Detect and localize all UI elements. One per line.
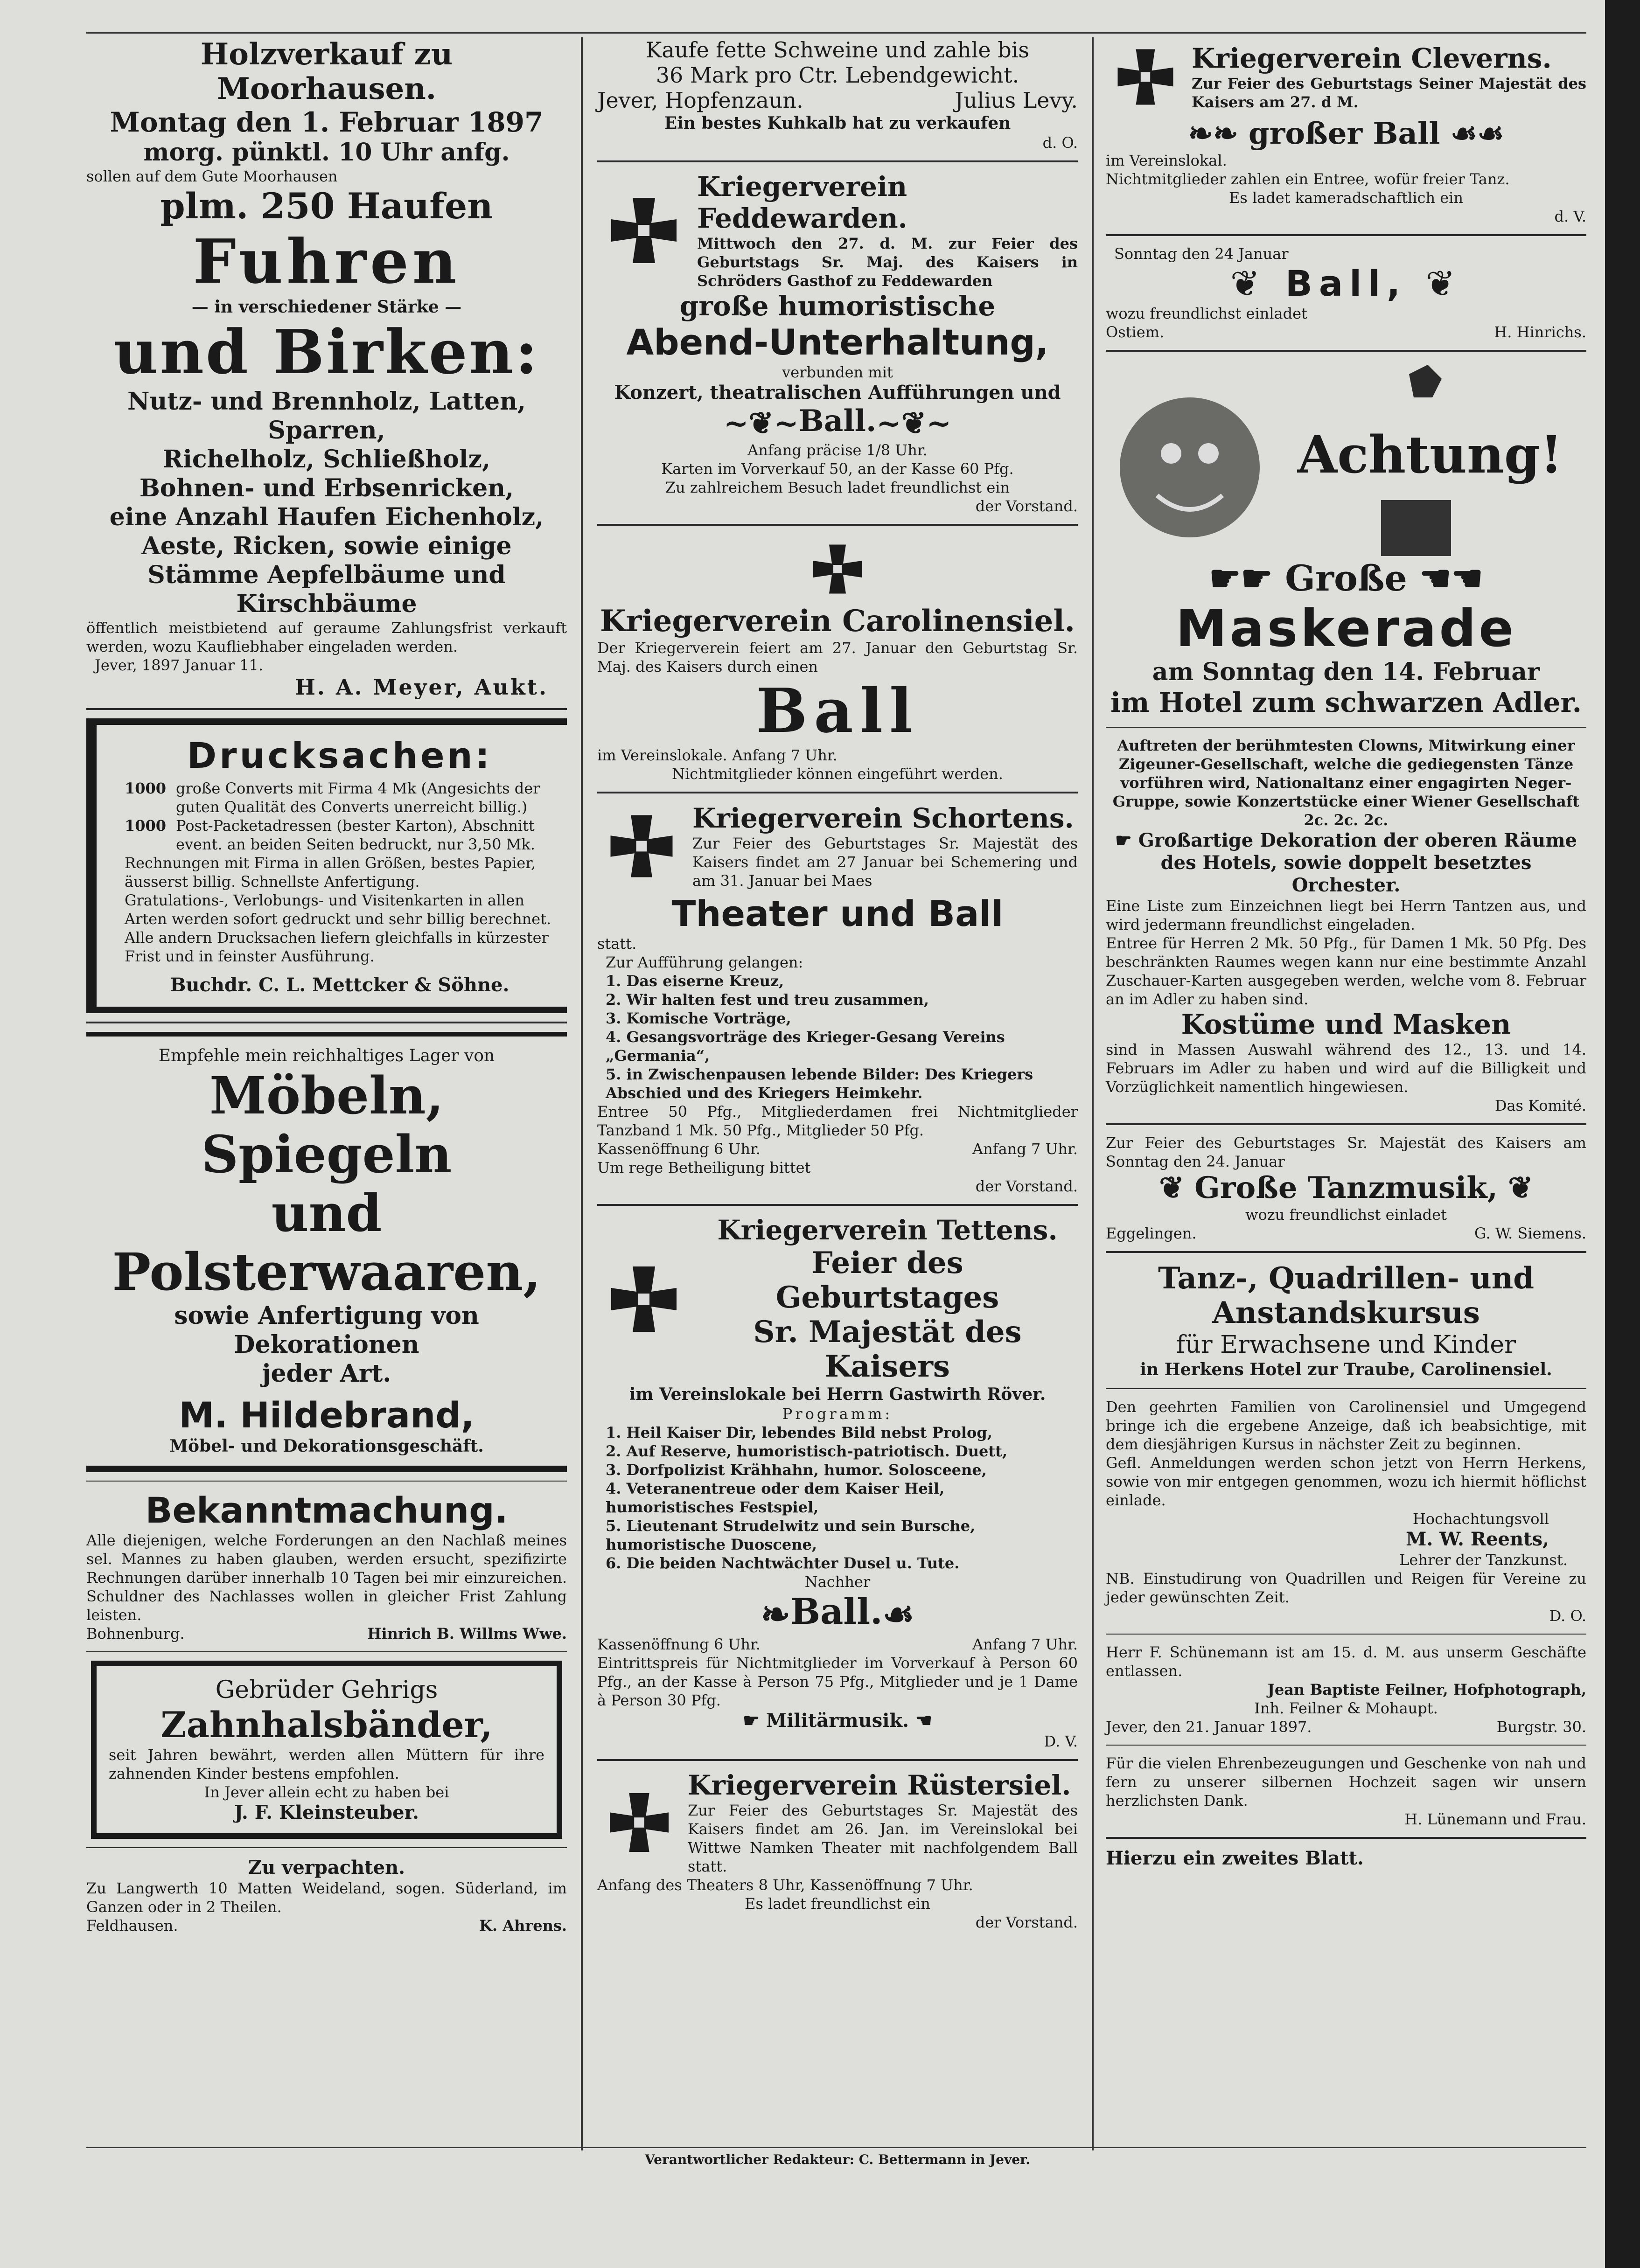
ad-tanzkursus xyxy=(1106,1261,1586,1625)
carol-line-1: im Vereinslokale. Anfang 7 Uhr. xyxy=(597,746,837,764)
clev-ball xyxy=(1106,117,1586,151)
holz-line-1: Nutz- und Brennholz, Latten, Sparren, xyxy=(127,387,526,445)
fedd-line-1: große humoristische xyxy=(679,290,996,322)
ad-danksagung xyxy=(1106,1754,1586,1829)
ad-cleverns xyxy=(1106,37,1586,226)
clev-body: Zur Feier des Geburtstags Seiner Majestät des Kaisers am 27. d M. xyxy=(1192,75,1586,111)
mask-para-5: sind in Massen Auswahl während des 12., 13. und 14. Februars im Adler zu haben und wird auf die Billigkeit und Vorzüglichkeit namentlich hingewiesen. xyxy=(1106,1041,1586,1096)
tett-sign: D. V. xyxy=(1044,1732,1078,1750)
tett-ball-text: Ball. xyxy=(790,1590,883,1632)
moebel-intro: Empfehle mein reichhaltiges Lager von xyxy=(158,1046,495,1065)
top-rule xyxy=(86,32,1586,34)
divider xyxy=(1106,1388,1586,1389)
fedd-line-4: Konzert, theatralischen Aufführungen und xyxy=(614,382,1061,404)
tanz-footer xyxy=(1106,1224,1586,1243)
bekannt-place: Bohnenburg. xyxy=(86,1625,185,1642)
dancers-icon xyxy=(1381,500,1451,556)
mask-para-2-text: Großartige Dekoration der oberen Räume des Hotels, sowie doppelt besetztes Orchester. xyxy=(1138,829,1577,896)
dank-body: Für die vielen Ehrenbezeugungen und Geschenke von nah und fern zu unserer silbernen Hochzeit sagen wir unsern herzlichsten Dank. xyxy=(1106,1754,1586,1809)
holz-line-3: Bohnen- und Erbsenricken, xyxy=(139,474,514,502)
tanz-line-1: wozu freundlichst einladet xyxy=(1245,1206,1447,1224)
holz-qty: plm. 250 Haufen xyxy=(160,185,493,227)
iron-cross-icon xyxy=(597,802,686,891)
schort-fee: Entree 50 Pfg., Mitgliederdamen frei Nichtmitglieder Tanzband 1 Mk. 50 Pfg., Mitglieder 50 Pfg. xyxy=(597,1102,1078,1139)
kurs-nb: NB. Einstudirung von Quadrillen und Reigen für Vereine zu jeder gewünschten Zeit. xyxy=(1106,1570,1586,1606)
schort-header xyxy=(597,802,1078,891)
holz-line-2: Richelholz, Schließholz, xyxy=(162,445,491,473)
druck-item-1-qty: 1000 xyxy=(125,779,167,797)
tett-mil xyxy=(597,1710,1078,1732)
schoene-addr: Burgstr. 30. xyxy=(1496,1718,1586,1736)
mask-date: am Sonntag den 14. Februar xyxy=(1152,658,1540,686)
schwein-line-3 xyxy=(597,88,1078,113)
druck-item-4: Gratulations-, Verlobungs- und Visitenkarten in allen Arten werden sofort gedruckt und sehr billig berechnet. xyxy=(125,891,551,928)
schwein-name: Julius Levy. xyxy=(955,88,1078,113)
kurs-body-2: Gefl. Anmeldungen werden schon jetzt von Herrn Herkens, sowie von mir entgegen genommen, wozu ich hiermit höflichst einlade. xyxy=(1106,1454,1586,1509)
iron-cross-icon xyxy=(597,1781,681,1864)
schoene-body: Herr F. Schünemann ist am 15. d. M. aus unserm Geschäfte entlassen. xyxy=(1106,1643,1586,1680)
ad-bekanntmachung xyxy=(86,1490,567,1643)
ostiem-ball xyxy=(1106,263,1586,304)
schort-start: Anfang 7 Uhr. xyxy=(972,1140,1078,1158)
clev-line-2: Nichtmitglieder zahlen ein Entree, wofür freier Tanz. xyxy=(1106,170,1510,188)
divider xyxy=(86,1481,567,1482)
flourish-left-icon: ~❦~ xyxy=(723,405,799,441)
divider xyxy=(597,160,1078,162)
ad-carolinensiel xyxy=(597,534,1078,783)
schwein-sign: d. O. xyxy=(1042,134,1078,152)
divider xyxy=(597,524,1078,526)
divider xyxy=(1106,350,1586,352)
ad-verpachten xyxy=(86,1857,567,1935)
pacht-body: Zu Langwerth 10 Matten Weideland, sogen. Süderland, im Ganzen oder in 2 Theilen. xyxy=(86,1879,567,1916)
column-rule-left xyxy=(581,37,583,2150)
bekannt-title: Bekanntmachung. xyxy=(145,1489,508,1531)
kurs-body: Den geehrten Familien von Carolinensiel und Umgegend bringe ich die ergebene Anzeige, daß ich beabsichtige, mit dem diesjährigen Kursus in nächster Zeit zu beginnen. xyxy=(1106,1398,1586,1453)
clev-sign: d. V. xyxy=(1554,208,1586,225)
flourish-right-icon: ❦ xyxy=(1407,263,1462,304)
holz-line-7: Kirschbäume xyxy=(236,590,417,618)
druck-item-2-qty: 1000 xyxy=(125,817,167,835)
zahn-title-1: Gebrüder Gehrigs xyxy=(215,1676,438,1704)
flourish-right-icon: ☙☙ xyxy=(1440,116,1504,151)
ostiem-place: Ostiem. xyxy=(1106,323,1165,341)
ruest-header xyxy=(597,1769,1078,1876)
ad-maskerade xyxy=(1106,360,1586,1115)
carol-title: Kriegerverein Carolinensiel. xyxy=(600,603,1075,639)
kurs-sign: D. O. xyxy=(1549,1607,1586,1625)
carol-body: Der Kriegerverein feiert am 27. Januar den Geburtstag Sr. Maj. des Kaisers durch einen xyxy=(597,639,1078,675)
moebel-line-3: sowie Anfertigung von Dekorationen xyxy=(174,1301,479,1359)
pacht-sign: K. Ahrens. xyxy=(479,1917,567,1934)
zahn-body: seit Jahren bewährt, werden allen Müttern für ihre zahnenden Kinder bestens empfohlen. xyxy=(109,1746,544,1782)
fedd-header xyxy=(597,171,1078,290)
ruest-line-2: Es ladet freundlichst ein xyxy=(745,1894,930,1913)
schwein-line-4: Ein bestes Kuhkalb hat zu verkaufen xyxy=(664,113,1011,133)
schort-statt: statt. xyxy=(597,934,637,953)
mask-para-2 xyxy=(1106,829,1586,897)
druck-sign: Buchdr. C. L. Mettcker & Söhne. xyxy=(170,974,509,996)
mask-sign: Das Komité. xyxy=(1494,1097,1586,1114)
moebel-title-2: und Polsterwaaren, xyxy=(112,1183,541,1302)
divider xyxy=(1106,1745,1586,1746)
schort-intro: Zur Aufführung gelangen: xyxy=(606,953,803,971)
zahn-title-2: Zahnhalsbänder, xyxy=(161,1704,493,1746)
hand-pointer-icon: ☛ xyxy=(743,1709,766,1732)
kurs-name: M. W. Reents, xyxy=(1406,1528,1549,1550)
tanz-body: Zur Feier des Geburtstages Sr. Majestät des Kaisers am Sonntag den 24. Januar xyxy=(1106,1134,1586,1170)
holz-date: Montag den 1. Februar 1897 xyxy=(110,106,544,138)
holz-body: öffentlich meistbietend auf geraume Zahlungsfrist verkauft werden, wozu Kaufliebhaber eingeladen werden. xyxy=(86,619,567,655)
fedd-ball-text: Ball. xyxy=(798,404,877,438)
schort-open: Kassenöffnung 6 Uhr. xyxy=(597,1140,761,1158)
divider xyxy=(1106,1837,1586,1839)
schort-title: Kriegerverein Schortens. xyxy=(692,802,1074,834)
holz-time: morg. pünktl. 10 Uhr anfg. xyxy=(143,138,510,167)
tett-line-2: Sr. Majestät des Kaisers xyxy=(753,1314,1022,1384)
flourish-left-icon: ❧ xyxy=(761,1593,790,1635)
list-item: 4. Gesangsvorträge des Krieger-Gesang Vereins „Germania“, xyxy=(606,1028,1005,1064)
ad-schuenemann xyxy=(1106,1643,1586,1736)
tett-mil-text: Militärmusik. xyxy=(766,1709,909,1732)
ad-feddewarden xyxy=(597,171,1078,515)
divider xyxy=(86,1022,567,1023)
tett-line-1: Feier des Geburtstages xyxy=(775,1245,999,1315)
tanz-place: Eggelingen. xyxy=(1106,1224,1197,1242)
tett-nachher: Nachher xyxy=(804,1572,871,1591)
bottom-rule xyxy=(86,2147,1586,2148)
zahn-place: In Jever allein echt zu haben bei xyxy=(204,1783,449,1801)
divider xyxy=(1106,234,1586,236)
fedd-title: Kriegerverein Feddewarden. xyxy=(697,171,907,234)
column-1 xyxy=(86,37,567,1935)
tanz-title-text: Große Tanzmusik, xyxy=(1194,1170,1498,1205)
ruest-title: Kriegerverein Rüstersiel. xyxy=(688,1769,1071,1801)
ruest-body: Zur Feier des Geburtstages Sr. Majestät des Kaisers findet am 26. Jan. im Vereinslokal bei Wittwe Namken Theater mit nachfolgendem Ball statt. xyxy=(688,1801,1078,1875)
schwein-line-2: 36 Mark pro Ctr. Lebendgewicht. xyxy=(656,63,1019,88)
druck-item-1-text: große Converts mit Firma 4 Mk (Angesichts der guten Qualität des Converts unerreicht billig.) xyxy=(176,779,540,816)
ostiem-ball-text: Ball, xyxy=(1285,263,1407,304)
carol-line-2: Nichtmitglieder können eingeführt werden. xyxy=(672,765,1003,783)
holz-sign: H. A. Meyer, Aukt. xyxy=(295,675,548,700)
fedd-line-3: verbunden mit xyxy=(782,363,893,381)
ad-drucksachen xyxy=(86,718,567,1013)
tanz-sign: G. W. Siemens. xyxy=(1474,1224,1586,1242)
mask-title: Maskerade xyxy=(1176,598,1516,658)
holz-title: Holzverkauf zu Moorhausen. xyxy=(200,37,453,106)
ad-moebel xyxy=(86,1032,567,1472)
ad-tettens xyxy=(597,1214,1078,1751)
kurs-role: Lehrer der Tanzkunst. xyxy=(1399,1551,1568,1569)
clev-ball-text: großer Ball xyxy=(1248,116,1440,151)
fedd-line-5: Anfang präcise 1/8 Uhr. xyxy=(747,441,928,459)
schort-line-1: Um rege Betheiligung bittet xyxy=(597,1158,811,1176)
second-sheet-note: Hierzu ein zweites Blatt. xyxy=(1106,1847,1364,1869)
hand-pointer-icon: ☚☚ xyxy=(1407,557,1483,599)
list-item: 6. Die beiden Nachtwächter Dusel u. Tute. xyxy=(606,1554,960,1572)
flourish-right-icon: ❦ xyxy=(1497,1170,1533,1205)
list-item: 3. Dorfpolizist Krähhahn, humor. Solosceene, xyxy=(606,1461,987,1479)
hand-pointer-icon: ☛ xyxy=(1115,829,1138,851)
ad-ostiem xyxy=(1106,244,1586,341)
ruest-header-text xyxy=(681,1769,1078,1876)
schoene-sub: Inh. Feilner & Mohaupt. xyxy=(1254,1699,1438,1717)
footer-editor: Verantwortlicher Redakteur: C. Bettermann in Jever. xyxy=(644,2152,1030,2167)
list-item: 5. Lieutenant Strudelwitz und sein Bursche, humoristische Duoscene, xyxy=(606,1517,976,1553)
kurs-line-3: für Erwachsene und Kinder xyxy=(1176,1331,1516,1359)
list-item: 3. Komische Vorträge, xyxy=(606,1009,791,1027)
mask-kostuem: Kostüme und Masken xyxy=(1181,1009,1511,1040)
column-rule-right xyxy=(1092,37,1094,2150)
list-item: 2. Wir halten fest und treu zusammen, xyxy=(606,990,929,1009)
mask-achtung: Achtung! xyxy=(1297,424,1563,485)
divider xyxy=(1106,1123,1586,1125)
ad-schortens xyxy=(597,802,1078,1196)
list-item: 2. Auf Reserve, humoristisch-patriotisch. Duett, xyxy=(606,1442,1008,1460)
clev-line-3: Es ladet kameradschaftlich ein xyxy=(1228,189,1463,207)
holz-line-6: Stämme Aepfelbäume und xyxy=(147,561,506,589)
mask-para-4: Entree für Herren 2 Mk. 50 Pfg., für Damen 1 Mk. 50 Pfg. Des beschränkten Raumes wegen kann nur eine bestimmte Anzahl Zuschauer-Karten ausgegeben werden, welche vom 8. Februar an im Adler zu haben sind. xyxy=(1106,934,1586,1008)
ostiem-line-1: wozu freundlichst einladet xyxy=(1106,305,1307,322)
tett-header-text xyxy=(691,1214,1078,1384)
clev-line-1: im Vereinslokal. xyxy=(1106,152,1227,169)
divider xyxy=(1106,727,1586,728)
tett-program-title: Programm: xyxy=(782,1405,893,1423)
fedd-header-text xyxy=(691,171,1078,290)
fedd-body: Mittwoch den 27. d. M. zur Feier des Geburtstags Sr. Maj. des Kaisers in Schröders Gasthof zu Feddewarden xyxy=(697,235,1078,290)
holz-line-5: Aeste, Ricken, sowie einige xyxy=(141,532,512,560)
holz-intro: sollen auf dem Gute Moorhausen xyxy=(86,167,338,185)
flourish-left-icon: ❦ xyxy=(1230,263,1285,304)
clev-header xyxy=(1106,37,1586,117)
ostiem-footer xyxy=(1106,323,1586,341)
tett-program-list xyxy=(597,1423,1078,1572)
fedd-line-6: Karten im Vorverkauf 50, an der Kasse 60 Pfg. xyxy=(661,459,1014,478)
holz-staerke: — in verschiedener Stärke — xyxy=(191,297,462,317)
ad-holzverkauf xyxy=(86,37,567,700)
schort-body: Zur Feier des Geburtstages Sr. Majestät des Kaisers findet am 27 Januar bei Schemering und am 31. Januar bei Maes xyxy=(692,834,1078,890)
kurs-title-1: Tanz-, Quadrillen- und xyxy=(1158,1261,1535,1296)
mask-grosse-text: Große xyxy=(1285,557,1407,599)
list-item: 1. Heil Kaiser Dir, lebendes Bild nebst Prolog, xyxy=(606,1423,992,1441)
clev-header-text xyxy=(1185,42,1586,111)
fedd-ball xyxy=(597,404,1078,441)
divider xyxy=(597,1759,1078,1761)
flourish-right-icon: ☙ xyxy=(882,1593,914,1635)
zahn-name: J. F. Kleinsteuber. xyxy=(234,1802,419,1823)
druck-item-2 xyxy=(125,816,555,854)
schort-times xyxy=(597,1140,1078,1158)
schwein-place: Jever, Hopfenzaun. xyxy=(597,88,803,113)
iron-cross-icon xyxy=(1106,37,1185,117)
flourish-left-icon: ❧❧ xyxy=(1188,116,1249,151)
tett-times xyxy=(597,1635,1078,1654)
ruest-line-1: Anfang des Theaters 8 Uhr, Kassenöffnung 7 Uhr. xyxy=(597,1876,973,1894)
kurs-line-4: in Herkens Hotel zur Traube, Carolinensiel. xyxy=(1140,1360,1552,1379)
carol-ball: Ball xyxy=(756,675,919,746)
list-item: 1. Das eiserne Kreuz, xyxy=(606,972,784,990)
druck-item-2-text: Post-Packetadressen (bester Karton), Abschnitt event. an beiden Seiten bedruckt, nur 3,50 Mk. xyxy=(176,817,535,853)
holz-birken: und Birken: xyxy=(113,316,540,388)
iron-cross-icon xyxy=(597,1252,691,1346)
clown-face-icon xyxy=(1120,397,1260,537)
fedd-line-2: Abend-Unterhaltung, xyxy=(626,321,1049,363)
divider xyxy=(86,1847,567,1848)
schwein-line-1: Kaufe fette Schweine und zahle bis xyxy=(646,37,1029,63)
schort-header-text xyxy=(686,802,1078,890)
holz-line-4: eine Anzahl Haufen Eichenholz, xyxy=(109,503,544,531)
column-2 xyxy=(597,37,1078,1932)
mask-para-3: Eine Liste zum Einzeichnen liegt bei Herrn Tantzen aus, und wird jedermann freundlichst eingeladen. xyxy=(1106,897,1586,933)
tett-ball xyxy=(597,1591,1078,1635)
holz-place: Jever, 1897 Januar 11. xyxy=(95,656,264,674)
divider xyxy=(86,1651,567,1652)
druck-item-3: Rechnungen mit Firma in allen Größen, bestes Papier, äusserst billig. Schnellste Anfertigung. xyxy=(125,854,536,891)
mask-para-1: Auftreten der berühmtesten Clowns, Mitwirkung einer Zigeuner-Gesellschaft, welche die gediegensten Tänze vorführen wird, Nationaltanz einer engagirten Neger-Gruppe, sowie Konzertstücke einer Wiener Gesellschaft 2c. 2c. 2c. xyxy=(1112,737,1580,829)
schort-show: Theater und Ball xyxy=(671,892,1004,934)
ad-tanzmusik xyxy=(1106,1134,1586,1243)
moebel-name: M. Hildebrand, xyxy=(179,1394,475,1436)
dank-sign: H. Lünemann und Frau. xyxy=(1404,1810,1586,1828)
ostiem-date: Sonntag den 24 Januar xyxy=(1114,245,1289,263)
kurs-title-2: Anstandskursus xyxy=(1212,1295,1480,1330)
fedd-line-7: Zu zahlreichem Besuch ladet freundlichst ein xyxy=(665,478,1010,496)
moebel-sub: Möbel- und Dekorationsgeschäft. xyxy=(169,1436,484,1456)
moebel-title-1: Möbeln, Spiegeln xyxy=(201,1065,452,1184)
tett-open: Kassenöffnung 6 Uhr. xyxy=(597,1635,761,1653)
tett-line-3: im Vereinslokale bei Herrn Gastwirth Röver. xyxy=(629,1384,1046,1404)
mask-place: im Hotel zum schwarzen Adler. xyxy=(1110,687,1582,718)
list-item: 5. in Zwischenpausen lebende Bilder: Des Kriegers Abschied und des Kriegers Heimkehr. xyxy=(606,1065,1033,1102)
mask-grosse xyxy=(1106,558,1586,599)
tett-title: Kriegerverein Tettens. xyxy=(717,1214,1058,1246)
schort-program-list xyxy=(597,972,1078,1102)
druck-item-1 xyxy=(125,779,555,816)
tett-header xyxy=(597,1214,1078,1384)
pacht-footer xyxy=(86,1916,567,1935)
divider xyxy=(1106,1634,1586,1635)
bekannt-footer xyxy=(86,1624,567,1643)
hand-pointer-icon: ☚ xyxy=(909,1709,932,1732)
schoene-footer xyxy=(1106,1718,1586,1736)
schort-sign: der Vorstand. xyxy=(975,1177,1078,1195)
kurs-greet: Hochachtungsvoll xyxy=(1412,1510,1549,1528)
divider xyxy=(597,1204,1078,1206)
clev-title: Kriegerverein Cleverns. xyxy=(1192,42,1552,74)
fedd-sign: der Vorstand. xyxy=(975,497,1078,515)
jester-head-icon xyxy=(1409,365,1442,397)
hand-pointer-icon: ☛☛ xyxy=(1209,557,1285,599)
divider xyxy=(597,792,1078,793)
pacht-title: Zu verpachten. xyxy=(248,1857,405,1878)
list-item: 4. Veteranentreue oder dem Kaiser Heil, humoristisches Festspiel, xyxy=(606,1479,945,1516)
iron-cross-icon xyxy=(803,534,872,604)
bekannt-body: Alle diejenigen, welche Forderungen an den Nachlaß meines sel. Mannes zu haben glauben, werden ersucht, spezifizirte Rechnungen darüber innerhalb 10 Tagen bei mir einzureichen. Schuldner des Nachlasses wollen in gleicher Frist Zahlung leisten. xyxy=(86,1531,567,1624)
tanz-title xyxy=(1106,1171,1586,1205)
ad-zahnhalsbaender xyxy=(91,1661,562,1839)
druck-title: Drucksachen: xyxy=(187,735,492,776)
iron-cross-icon xyxy=(597,184,691,277)
schoene-date: Jever, den 21. Januar 1897. xyxy=(1106,1718,1312,1736)
druck-item-5: Alle andern Drucksachen liefern gleichfalls in kürzester Frist und in feinster Ausführung. xyxy=(125,929,549,965)
ostiem-sign: H. Hinrichs. xyxy=(1494,323,1586,341)
tett-fee: Eintrittspreis für Nichtmitglieder im Vorverkauf à Person 60 Pfg., an der Kasse à Person 75 Pfg., Mitglieder und je 1 Dame à Person 30 Pfg. xyxy=(597,1654,1078,1709)
flourish-right-icon: ~❦~ xyxy=(876,405,952,441)
page-edge xyxy=(1605,0,1640,2268)
tett-start: Anfang 7 Uhr. xyxy=(972,1635,1078,1653)
divider xyxy=(86,708,567,710)
schoene-name: Jean Baptiste Feilner, Hofphotograph, xyxy=(1267,1681,1586,1698)
column-3 xyxy=(1106,37,1586,1870)
holz-fuhren: Fuhren xyxy=(193,226,461,297)
bekannt-sign: Hinrich B. Willms Wwe. xyxy=(367,1625,567,1642)
pacht-place: Feldhausen. xyxy=(86,1917,178,1934)
ad-ruestersiel xyxy=(597,1769,1078,1932)
ruest-sign: der Vorstand. xyxy=(975,1913,1078,1931)
divider xyxy=(1106,1251,1586,1253)
moebel-line-4: jeder Art. xyxy=(262,1359,391,1388)
flourish-left-icon: ❦ xyxy=(1159,1170,1195,1205)
ad-schweine xyxy=(597,37,1078,152)
